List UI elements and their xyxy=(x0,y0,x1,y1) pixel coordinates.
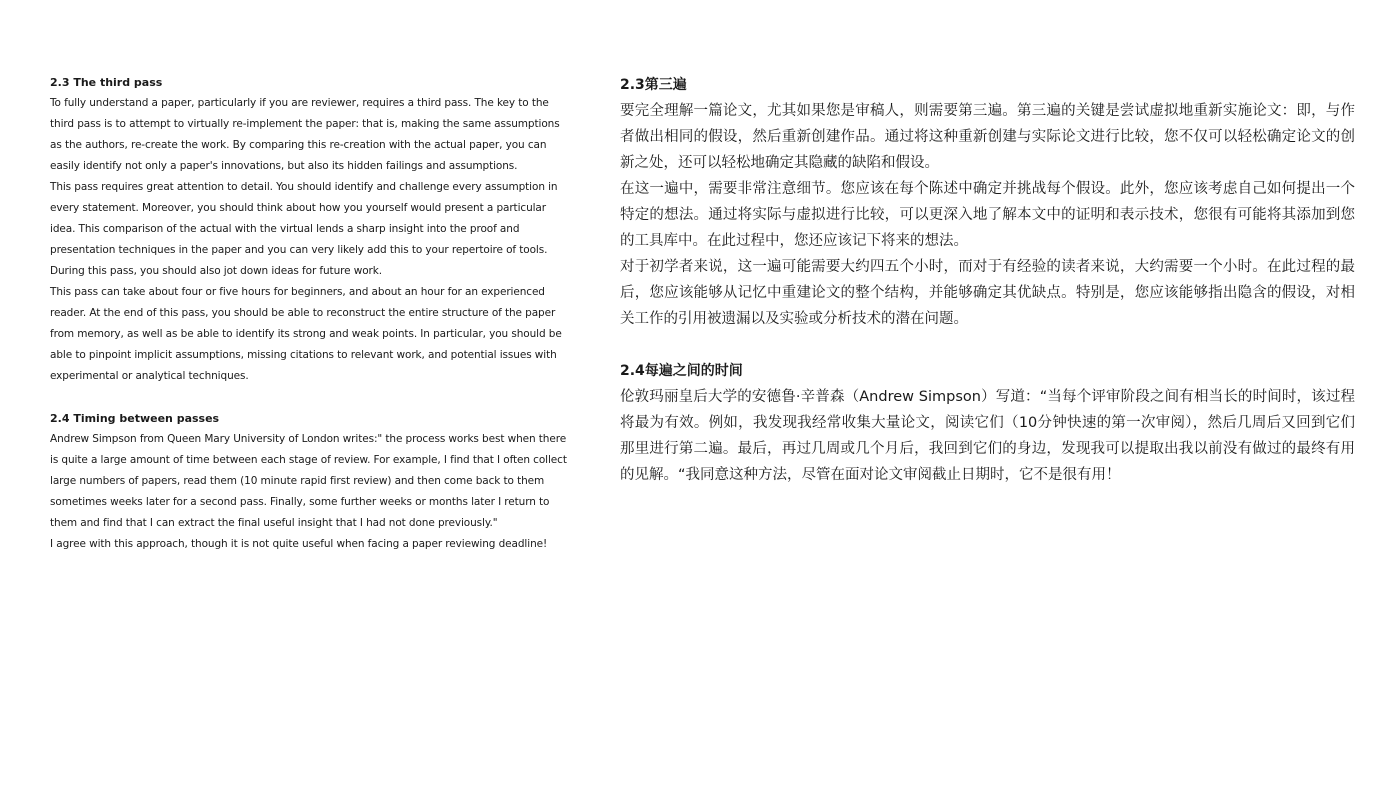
chinese-column xyxy=(620,72,1355,488)
section-heading-timing: 2.4 Timing between passes xyxy=(50,412,220,425)
paragraph: This pass can take about four or five hours for beginners, and about an hour for an experienced reader. At the end of this pass, you should be able to reconstruct the entire structure of the paper from memory, as well as be able to identify its strong and weak points. In particular, you should be able to pinpoint implicit assumptions, missing citations to relevant work, and potential issues with experimental or analytical techniques. xyxy=(50,286,562,382)
paragraph: To fully understand a paper, particularly if you are reviewer, requires a third pass. The key to the third pass is to attempt to virtually re-implement the paper: that is, making the same assumptions as the authors, re-create the work. By comparing this re-creation with the actual paper, you can easily identify not only a paper's innovations, but also its hidden failings and assumptions. xyxy=(50,97,560,172)
english-column xyxy=(50,72,572,555)
paragraph-zh: 在这一遍中，需要非常注意细节。您应该在每个陈述中确定并挑战每个假设。此外，您应该考虑自己如何提出一个特定的想法。通过将实际与虚拟进行比较，可以更深入地了解本文中的证明和表示技术，您很有可能将其添加到您的工具库中。在此过程中，您还应该记下将来的想法。 xyxy=(620,181,1355,249)
paragraph: I agree with this approach, though it is not quite useful when facing a paper reviewing deadline! xyxy=(50,538,548,550)
paragraph-zh: 对于初学者来说，这一遍可能需要大约四五个小时，而对于有经验的读者来说，大约需要一个小时。在此过程的最后，您应该能够从记忆中重建论文的整个结构，并能够确定其优缺点。特别是，您应该能够指出隐含的假设，对相关工作的引用被遗漏以及实验或分析技术的潜在问题。 xyxy=(620,259,1355,327)
section-heading-timing-zh: 2.4每遍之间的时间 xyxy=(620,363,743,379)
section-heading-third-pass: 2.3 The third pass xyxy=(50,76,163,89)
section-heading-third-pass-zh: 2.3第三遍 xyxy=(620,77,687,93)
paragraph: This pass requires great attention to detail. You should identify and challenge every assumption in every statement. Moreover, you should think about how you yourself would present a particular idea. This comparison of the actual with the virtual lends a sharp insight into the proof and presentation techniques in the paper and you can very likely add this to your repertoire of tools. During this pass, you should also jot down ideas for future work. xyxy=(50,181,558,277)
section-spacer xyxy=(50,387,572,408)
paragraph-zh: 要完全理解一篇论文，尤其如果您是审稿人，则需要第三遍。第三遍的关键是尝试虚拟地重新实施论文：即，与作者做出相同的假设，然后重新创建作品。通过将这种重新创建与实际论文进行比较，您不仅可以轻松确定论文的创新之处，还可以轻松地确定其隐藏的缺陷和假设。 xyxy=(620,103,1355,171)
paragraph: Andrew Simpson from Queen Mary University of London writes:" the process works best when there is quite a large amount of time between each stage of review. For example, I find that I often collect large numbers of papers, read them (10 minute rapid first review) and then come back to them sometimes weeks later for a second pass. Finally, some further weeks or months later I return to them and find that I can extract the final useful insight that I had not done previously." xyxy=(50,433,567,529)
paragraph-zh: 伦敦玛丽皇后大学的安德鲁·辛普森（Andrew Simpson）写道：“当每个评审阶段之间有相当长的时间时，该过程将最为有效。例如，我发现我经常收集大量论文，阅读它们（10分钟快速的第一次审阅），然后几周后又回到它们那里进行第二遍。最后，再过几周或几个月后，我回到它们的身边，发现我可以提取出我以前没有做过的最终有用的见解。“我同意这种方法，尽管在面对论文审阅截止日期时，它不是很有用！ xyxy=(620,389,1355,483)
section-spacer xyxy=(620,332,1355,358)
